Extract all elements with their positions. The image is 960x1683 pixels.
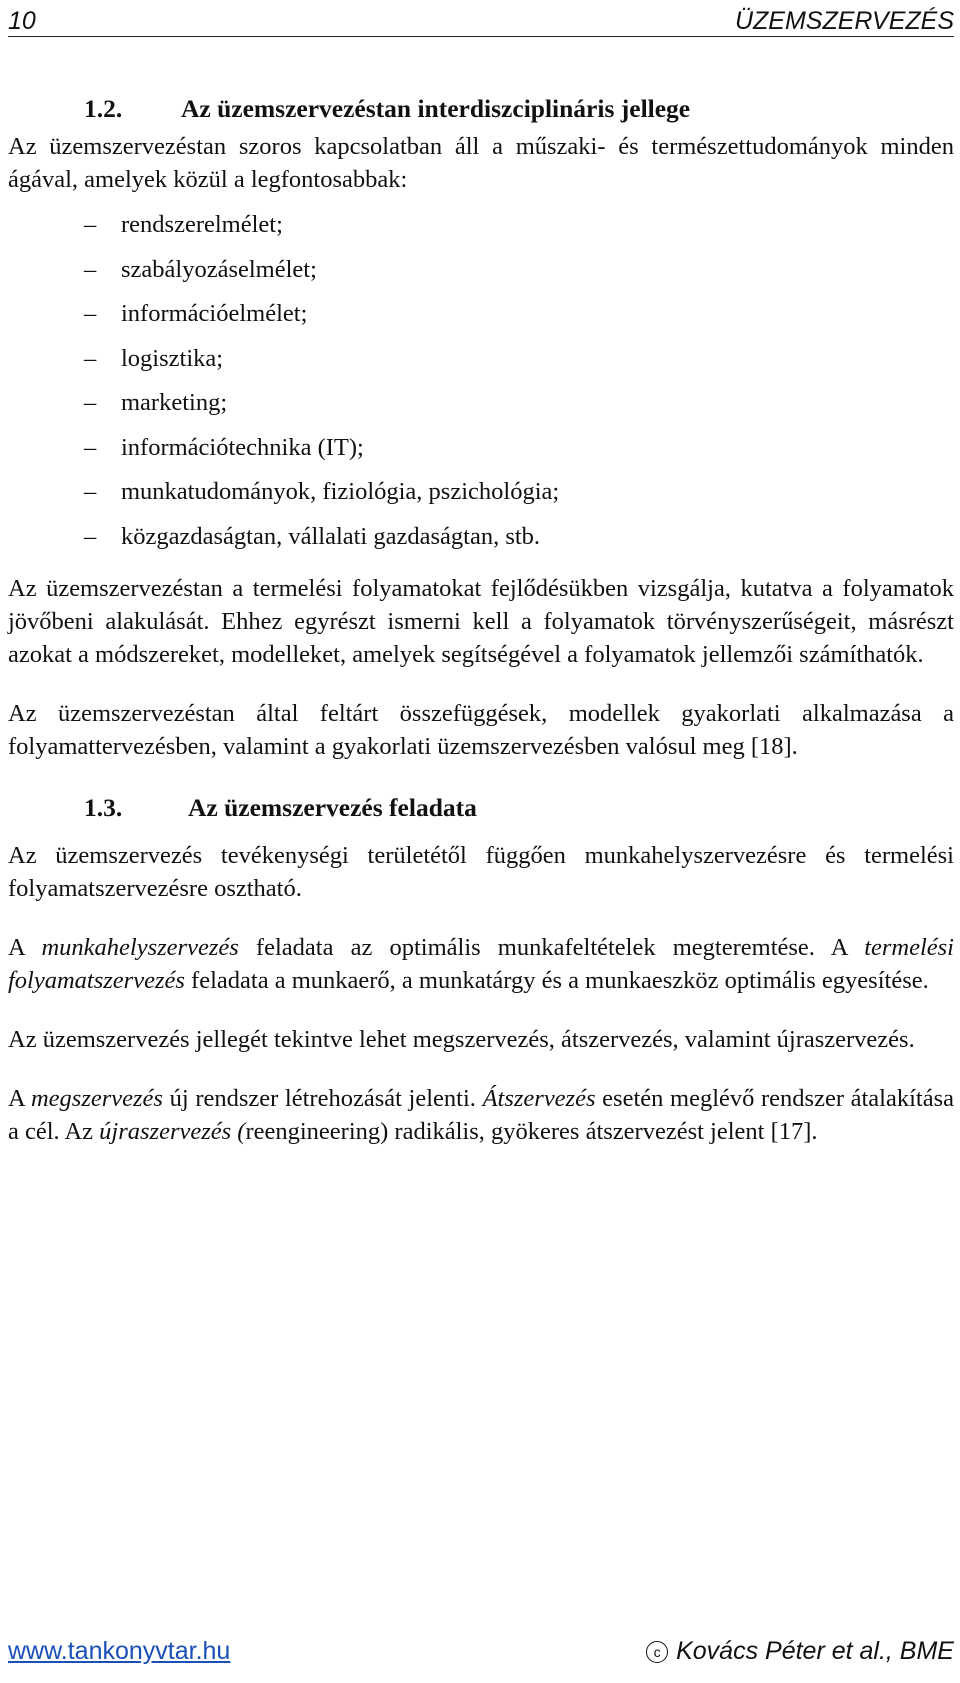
section-number: 1.3. xyxy=(84,793,123,822)
dash-bullet-icon: – xyxy=(84,211,97,238)
term-workplace-organization: munkahelyszervezés xyxy=(41,934,239,961)
dash-bullet-icon: – xyxy=(84,478,97,505)
page-footer xyxy=(8,1634,954,1668)
paragraph-character: Az üzemszervezés jellegét tekintve lehet megszervezés, átszervezés, valamint újraszervezés. xyxy=(8,1026,915,1053)
copyright-notice xyxy=(646,1634,954,1668)
section-intro-paragraph: Az üzemszervezéstan szoros kapcsolatban áll a műszaki- és természettudományok minden ágával, amelyek közül a legfontosabbak: xyxy=(8,133,954,193)
list-item: – logisztika; xyxy=(8,342,954,387)
section-title: Az üzemszervezés feladata xyxy=(188,793,477,822)
list-item: – munkatudományok, fiziológia, pszichológia; xyxy=(8,475,954,520)
list-item: – információelmélet; xyxy=(8,297,954,342)
dash-bullet-icon: – xyxy=(84,389,97,416)
dash-bullet-icon: – xyxy=(84,522,97,550)
paragraph-division: Az üzemszervezés tevékenységi területétől függően munkahelyszervezésre és termelési folyamatszervezésre osztható. xyxy=(8,842,954,902)
paragraph-tasks: A munkahelyszervezés feladata az optimális munkafeltételek megteremtése. A termelési folyamatszervezés feladata a munkaerő, a munkatárgy és a munkaeszköz optimális egyesítése. xyxy=(8,934,954,994)
book-title: ÜZEMSZERVEZÉS xyxy=(734,7,954,35)
section-heading-1-3 xyxy=(8,791,954,825)
authors: Kovács Péter et al., BME xyxy=(676,1637,954,1665)
section-title: Az üzemszervezéstan interdiszciplináris jellege xyxy=(181,94,691,123)
paragraph-definitions: A megszervezés új rendszer létrehozását jelenti. Átszervezés esetén meglévő rendszer átalakítása a cél. Az újraszervezés (reengineering) radikális, gyökeres átszervezést jelent [17]. xyxy=(8,1085,955,1145)
term-reengineering: újraszervezés ( xyxy=(99,1118,246,1145)
running-header xyxy=(8,6,954,37)
discipline-list xyxy=(8,208,954,564)
section-heading-1-2 xyxy=(8,92,954,126)
page-content xyxy=(8,92,954,1148)
term-reorganization: Átszervezés xyxy=(482,1085,596,1112)
dash-bullet-icon: – xyxy=(84,433,97,461)
paragraph-process-analysis: Az üzemszervezéstan a termelési folyamatokat fejlődésükben vizsgálja, kutatva a folyamatok jövőbeni alakulását. Ehhez egyrészt ismerni kell a folyamatok törvényszerűségeit, másrészt azokat a módszereket, modelleket, amelyek segítségével a folyamatok jellemzői számíthatók. xyxy=(8,575,954,668)
copyright-icon: c xyxy=(646,1641,668,1663)
page-number: 10 xyxy=(8,7,36,35)
list-item: – rendszerelmélet; xyxy=(8,208,954,253)
section-number: 1.2. xyxy=(84,94,123,123)
list-item: – információtechnika (IT); xyxy=(8,431,954,476)
list-item: – közgazdaságtan, vállalati gazdaságtan, stb. xyxy=(8,520,954,565)
website-link[interactable]: www.tankonyvtar.hu xyxy=(8,1637,231,1665)
dash-bullet-icon: – xyxy=(84,255,97,283)
list-item: – marketing; xyxy=(8,386,954,431)
term-organization: megszervezés xyxy=(30,1085,163,1112)
term-process-organization: termelési folyamatszervezés xyxy=(8,934,954,994)
paragraph-model-application: Az üzemszervezéstan által feltárt összefüggések, modellek gyakorlati alkalmazása a folyamattervezésben, valamint a gyakorlati üzemszervezésben valósul meg [18]. xyxy=(8,700,954,760)
list-item: – szabályozáselmélet; xyxy=(8,253,954,298)
dash-bullet-icon: – xyxy=(84,344,97,372)
dash-bullet-icon: – xyxy=(84,300,97,327)
